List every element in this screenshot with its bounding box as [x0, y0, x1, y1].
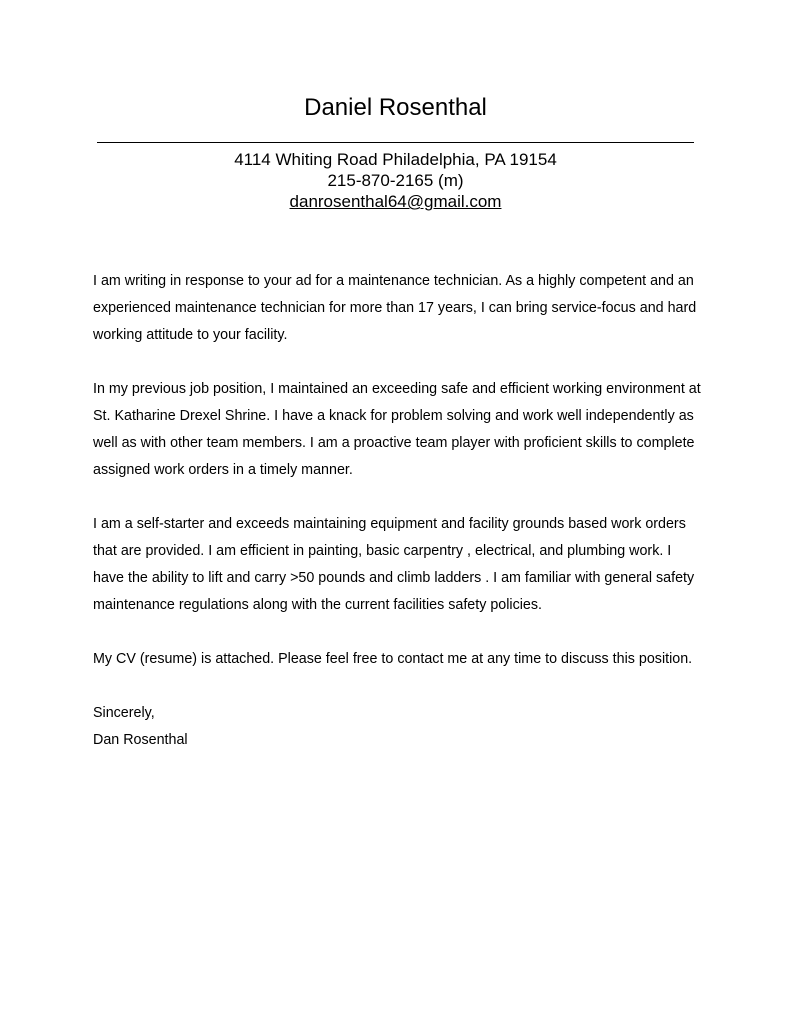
letterhead [0, 92, 791, 212]
sender-name: Daniel Rosenthal [304, 94, 487, 121]
letter-body [93, 268, 703, 754]
contact-block [0, 149, 791, 212]
paragraph-intro: I am writing in response to your ad for a maintenance technician. As a highly competent and an experienced maintenance technician for more than 17 years, I can bring service-focus and hard working attitude to your facility. [93, 273, 697, 343]
sender-address: 4114 Whiting Road Philadelphia, PA 19154 [234, 150, 557, 169]
paragraph-contact: My CV (resume) is attached. Please feel free to contact me at any time to discuss this position. [93, 651, 693, 667]
closing-salutation: Sincerely, [93, 705, 155, 721]
paragraph-skills: I am a self-starter and exceeds maintaining equipment and facility grounds based work orders that are provided. I am efficient in painting, basic carpentry , electrical, and plumbing work. I have the ability to lift and carry >50 pounds and climb ladders . I am familiar with general safety maintenance regulations along with the current facilities safety policies. [93, 516, 695, 613]
sender-phone: 215-870-2165 (m) [327, 171, 464, 190]
signature-name: Dan Rosenthal [93, 732, 188, 748]
paragraph-experience: In my previous job position, I maintained an exceeding safe and efficient working environment at St. Katharine Drexel Shrine. I have a knack for problem solving and work well independently as well as with other team members. I am a proactive team player with proficient skills to complete assigned work orders in a timely manner. [93, 381, 701, 478]
sender-email-link[interactable]: danrosenthal64@gmail.com [289, 192, 502, 211]
header-divider [97, 142, 694, 143]
